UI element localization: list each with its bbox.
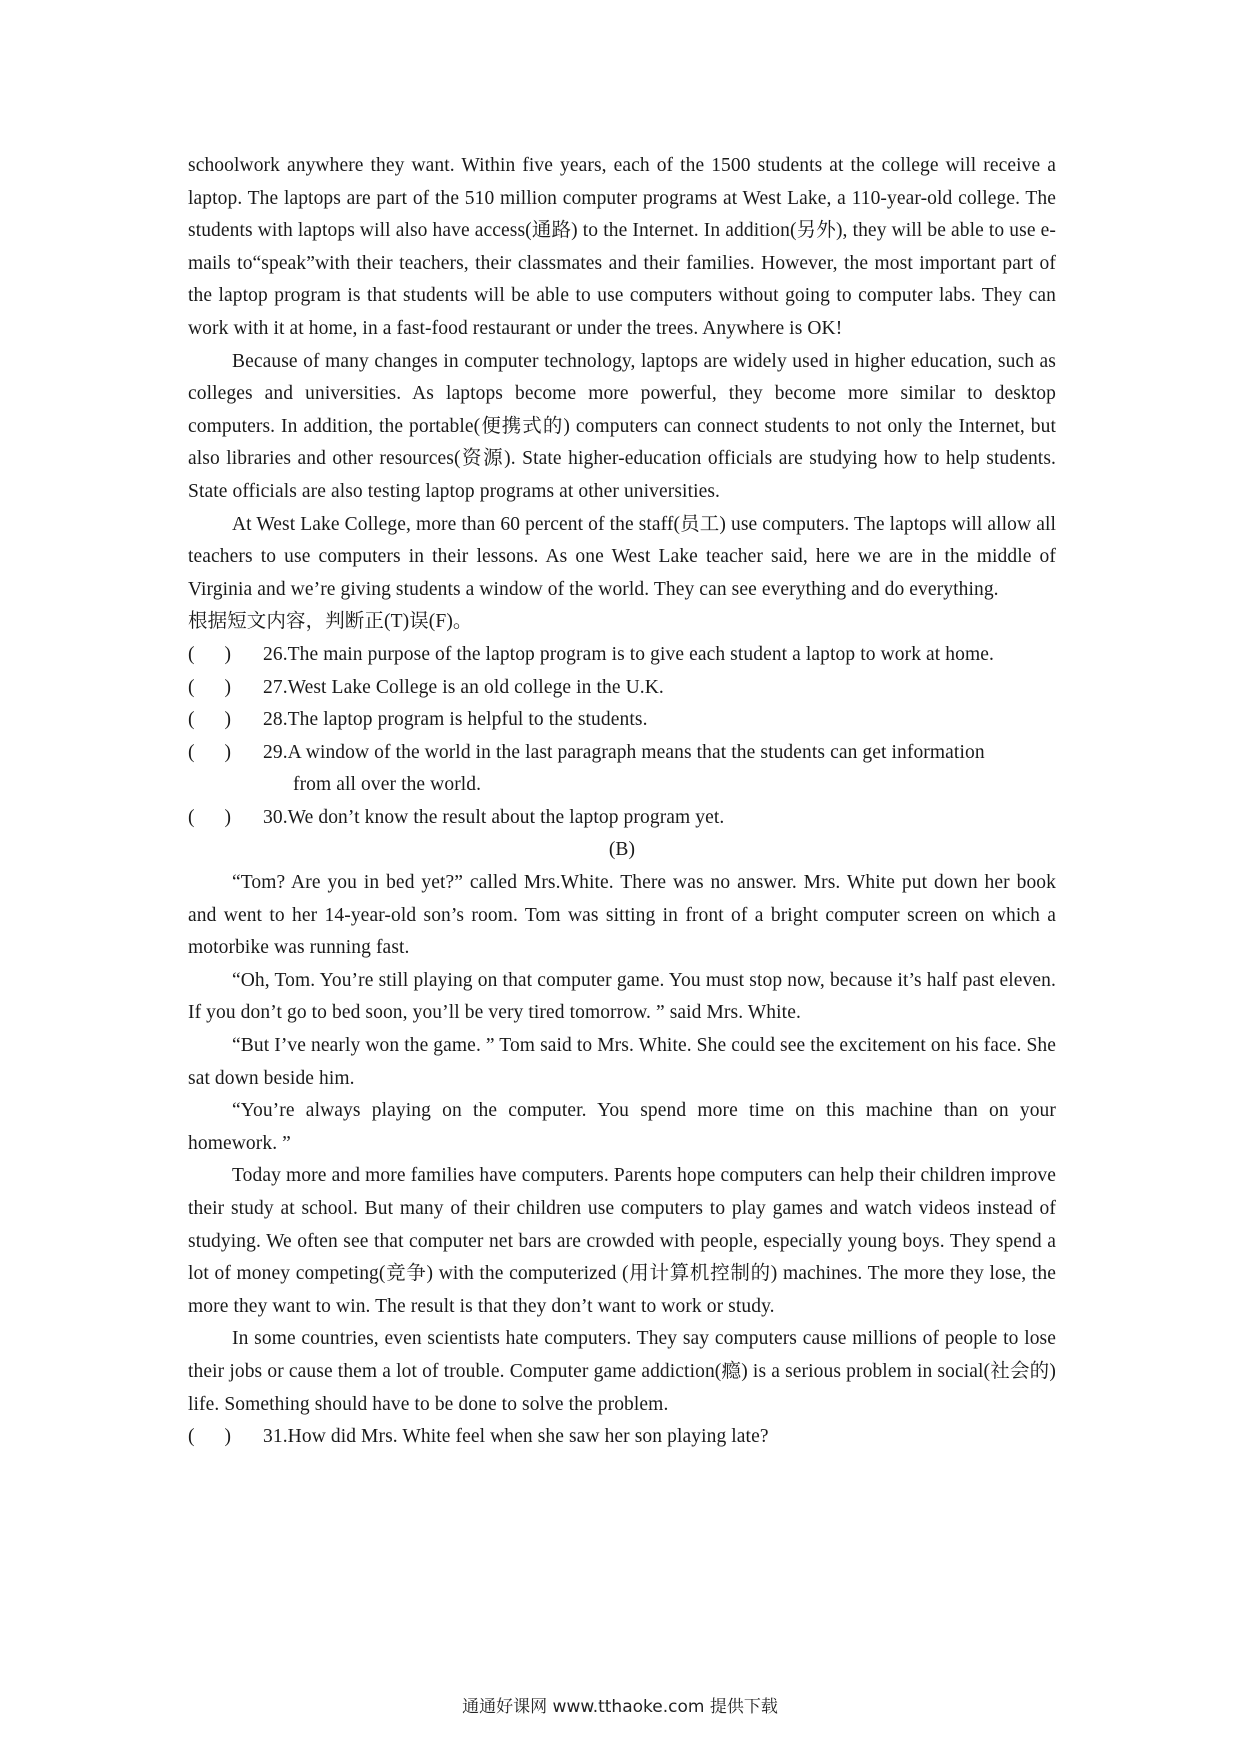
passage-b-paragraph-6: In some countries, even scientists hate computers. They say computers cause millions of people to lose their jobs or cause them a lot of trouble. Computer game addiction(瘾) is a serious problem in social(社会的) life. Something should have to be done to solve the problem. (188, 1328, 1056, 1415)
question-text: 28.The laptop program is helpful to the students. (263, 709, 648, 731)
answer-blank: ( ) (188, 1426, 232, 1448)
passage-b-paragraph-3: “But I’ve nearly won the game. ” Tom said to Mrs. White. She could see the excitement on his face. She sat down beside him. (188, 1035, 1056, 1089)
question-text: 30.We don’t know the result about the laptop program yet. (263, 806, 725, 828)
question-28 (188, 704, 1056, 737)
passage-b-paragraph-1: “Tom? Are you in bed yet?” called Mrs.White. There was no answer. Mrs. White put down her book and went to her 14-year-old son’s room. Tom was sitting in front of a bright computer screen on which a motorbike was running fast. (188, 872, 1056, 959)
instruction-true-false: 根据短文内容，判断正(T)误(F)。 (188, 611, 473, 633)
passage-b-paragraph-5: Today more and more families have computers. Parents hope computers can help their children improve their study at school. But many of their children use computers to play games and watch videos instead of studying. We often see that computer net bars are crowded with people, especially young boys. They spend a lot of money competing(竞争) with the computerized (用计算机控制的) machines. The more they lose, the more they want to win. The result is that they don’t want to work or study. (188, 1165, 1056, 1317)
document-page (188, 150, 1056, 1454)
passage-b-paragraph-2: “Oh, Tom. You’re still playing on that computer game. You must stop now, because it’s half past eleven. If you don’t go to bed soon, you’ll be very tired tomorrow. ” said Mrs. White. (188, 969, 1056, 1024)
passage-a-paragraph-1: schoolwork anywhere they want. Within five years, each of the 1500 students at the college will receive a laptop. The laptops are part of the 510 million computer programs at West Lake, a 110-year-old college. The students with laptops will also have access(通路) to the Internet. In addition(另外), they will be able to use e-mails to“speak”with their teachers, their classmates and their families. However, the most important part of the laptop program is that students will be able to use computers without going to computer labs. They can work with it at home, in a fast-food restaurant or under the trees. Anywhere is OK! (188, 155, 1056, 339)
question-text: 27.West Lake College is an old college in the U.K. (263, 676, 664, 698)
question-text-continuation: from all over the world. (293, 774, 482, 796)
section-title-b: (B) (608, 839, 636, 861)
passage-b-paragraph-4: “You’re always playing on the computer. You spend more time on this machine than on your homework. ” (188, 1100, 1056, 1154)
answer-blank: ( ) (188, 643, 232, 665)
question-30 (188, 802, 1056, 835)
question-29 (188, 737, 1056, 802)
question-text: 29.A window of the world in the last paragraph means that the students can get information (263, 741, 985, 763)
question-text: 26.The main purpose of the laptop program is to give each student a laptop to work at home. (263, 643, 994, 665)
passage-a-paragraph-3: At West Lake College, more than 60 percent of the staff(员工) use computers. The laptops will allow all teachers to use computers in their lessons. As one West Lake teacher said, here we are in the middle of Virginia and we’re giving students a window of the world. They can see everything and do everything. (188, 513, 1056, 600)
question-27 (188, 672, 1056, 705)
question-26 (188, 639, 1056, 672)
passage-a-paragraph-2: Because of many changes in computer technology, laptops are widely used in higher education, such as colleges and universities. As laptops become more powerful, they become more similar to desktop computers. In addition, the portable(便携式的) computers can connect students to not only the Internet, but also libraries and other resources(资源). State higher-education officials are studying how to help students. State officials are also testing laptop programs at other universities. (188, 350, 1056, 502)
page-footer: 通通好课网 www.tthaoke.com 提供下载 (462, 1697, 778, 1717)
answer-blank: ( ) (188, 806, 232, 828)
question-text: 31.How did Mrs. White feel when she saw her son playing late? (263, 1426, 769, 1448)
question-31 (188, 1421, 1056, 1454)
answer-blank: ( ) (188, 709, 232, 731)
answer-blank: ( ) (188, 741, 232, 763)
answer-blank: ( ) (188, 676, 232, 698)
